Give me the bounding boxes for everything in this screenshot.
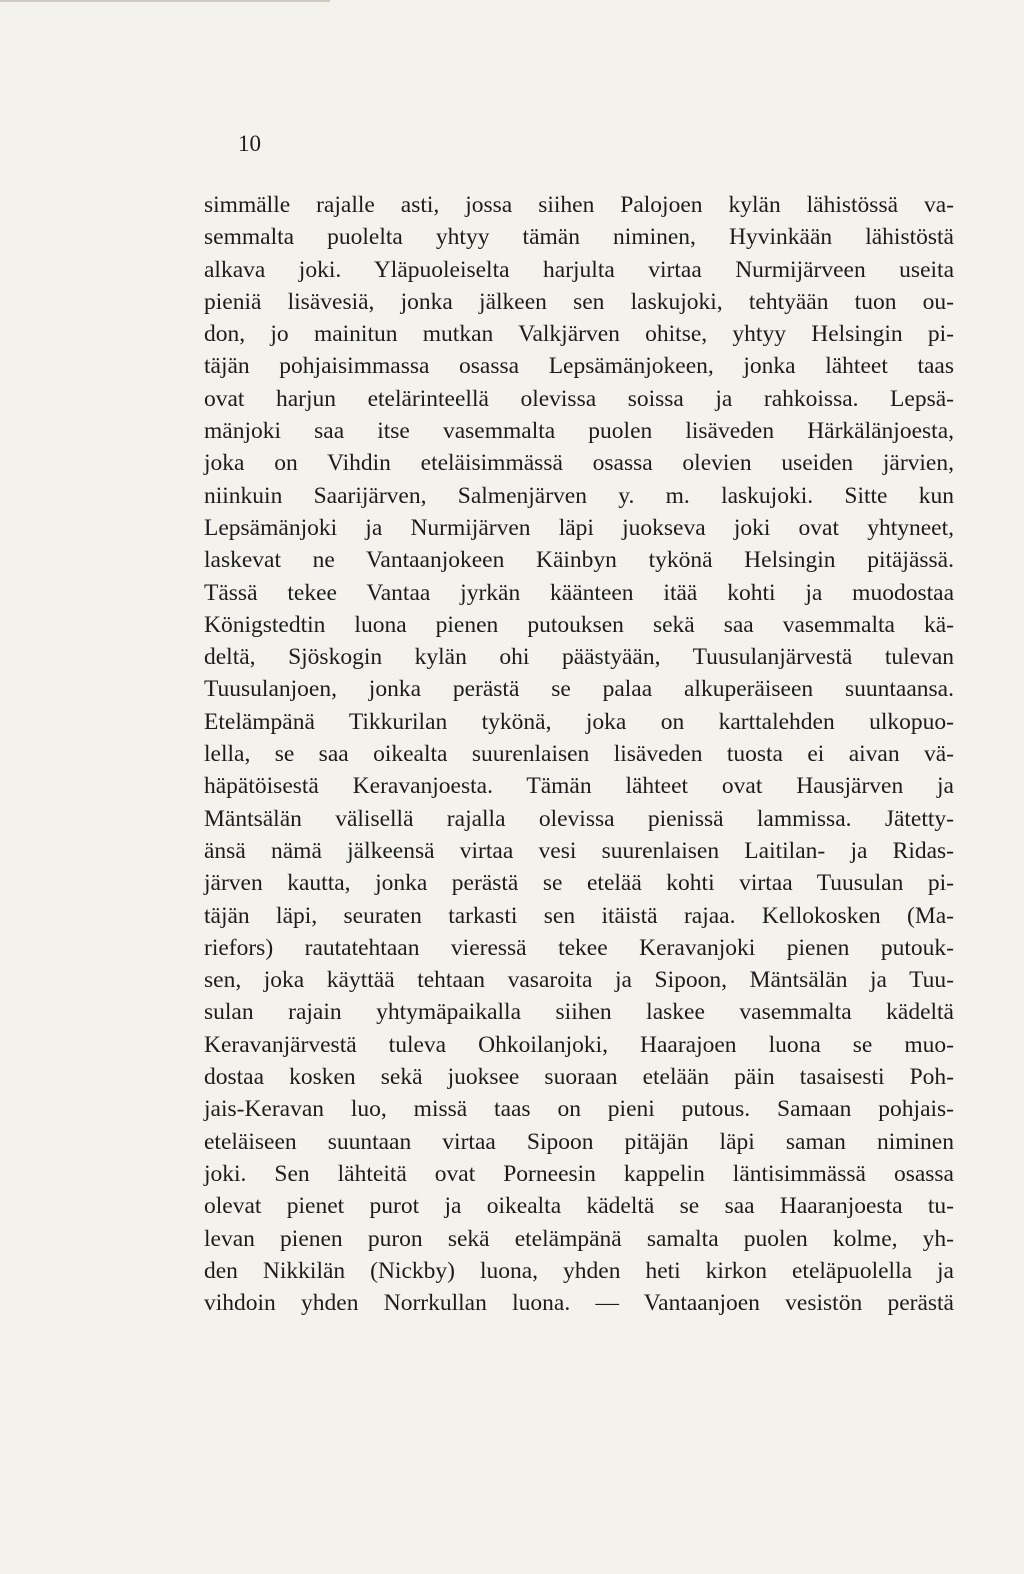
text-line: alkava joki. Yläpuoleiselta harjulta virtaa Nurmijärveen useita (204, 256, 954, 283)
text-line: järven kautta, jonka perästä se etelää kohti virtaa Tuusulan pi- (204, 870, 954, 897)
text-line: täjän pohjaisimmassa osassa Lepsämänjokeen, jonka lähteet taas (204, 353, 954, 380)
text-line: änsä nämä jälkeensä virtaa vesi suurenlaisen Laitilan- ja Ridas- (204, 837, 954, 864)
text-line: sulan rajain yhtymäpaikalla siihen laskee vasemmalta kädeltä (204, 999, 954, 1026)
text-line: Mäntsälän välisellä rajalla olevissa pienissä lammissa. Jätetty- (204, 805, 954, 832)
text-line: sen, joka käyttää tehtaan vasaroita ja Sipoon, Mäntsälän ja Tuu- (204, 967, 954, 994)
text-line: den Nikkilän (Nickby) luona, yhden heti kirkon eteläpuolella ja (204, 1257, 954, 1284)
text-line: niinkuin Saarijärven, Salmenjärven y. m. laskujoki. Sitte kun (204, 482, 954, 509)
text-line: mänjoki saa itse vasemmalta puolen lisäveden Härkälänjoesta, (204, 418, 954, 445)
text-line: häpätöisestä Keravanjoesta. Tämän lähteet ovat Hausjärven ja (204, 773, 954, 800)
text-line: Königstedtin luona pienen putouksen sekä saa vasemmalta kä- (204, 611, 954, 638)
text-line: Keravanjärvestä tuleva Ohkoilanjoki, Haarajoen luona se muo- (204, 1031, 954, 1058)
text-line: laskevat ne Vantaanjokeen Käinbyn tykönä Helsingin pitäjässä. (204, 547, 954, 574)
text-line: don, jo mainitun mutkan Valkjärven ohitse, yhtyy Helsingin pi- (204, 321, 954, 348)
text-line: Tuusulanjoen, jonka perästä se palaa alkuperäiseen suuntaansa. (204, 676, 954, 703)
body-text (204, 189, 954, 1319)
text-line: Etelämpänä Tikkurilan tykönä, joka on karttalehden ulkopuo- (204, 708, 954, 735)
text-line: deltä, Sjöskogin kylän ohi päästyään, Tuusulanjärvestä tulevan (204, 644, 954, 671)
text-line: semmalta puolelta yhtyy tämän niminen, Hyvinkään lähistöstä (204, 224, 954, 251)
text-line: Lepsämänjoki ja Nurmijärven läpi juokseva joki ovat yhtyneet, (204, 514, 954, 541)
text-line: dostaa kosken sekä juoksee suoraan etelään päin tasaisesti Poh- (204, 1064, 954, 1091)
text-line: ovat harjun etelärinteellä olevissa soissa ja rahkoissa. Lepsä- (204, 385, 954, 412)
text-line: jais-Keravan luo, missä taas on pieni putous. Samaan pohjais- (204, 1096, 954, 1123)
text-line: simmälle rajalle asti, jossa siihen Palojoen kylän lähistössä va- (204, 192, 954, 218)
top-edge-rule (0, 0, 330, 2)
text-line: pieniä lisävesiä, jonka jälkeen sen laskujoki, tehtyään tuon ou- (204, 288, 954, 315)
text-line: vihdoin yhden Norrkullan luona. — Vantaanjoen vesistön perästä (204, 1290, 954, 1317)
text-line: riefors) rautatehtaan vieressä tekee Keravanjoki pienen putouk- (204, 934, 954, 961)
text-line: olevat pienet purot ja oikealta kädeltä se saa Haaranjoesta tu- (204, 1193, 954, 1220)
text-line: lella, se saa oikealta suurenlaisen lisäveden tuosta ei aivan vä- (204, 741, 954, 768)
text-line: täjän läpi, seuraten tarkasti sen itäistä rajaa. Kellokosken (Ma- (204, 902, 954, 929)
text-line: Tässä tekee Vantaa jyrkän käänteen itää kohti ja muodostaa (204, 579, 954, 606)
text-line: eteläiseen suuntaan virtaa Sipoon pitäjän läpi saman niminen (204, 1128, 954, 1155)
text-line: levan pienen puron sekä etelämpänä samalta puolen kolme, yh- (204, 1225, 954, 1252)
page-number: 10 (238, 131, 261, 156)
text-line: joki. Sen lähteitä ovat Porneesin kappelin läntisimmässä osassa (204, 1160, 954, 1187)
text-line: joka on Vihdin eteläisimmässä osassa olevien useiden järvien, (204, 450, 954, 477)
